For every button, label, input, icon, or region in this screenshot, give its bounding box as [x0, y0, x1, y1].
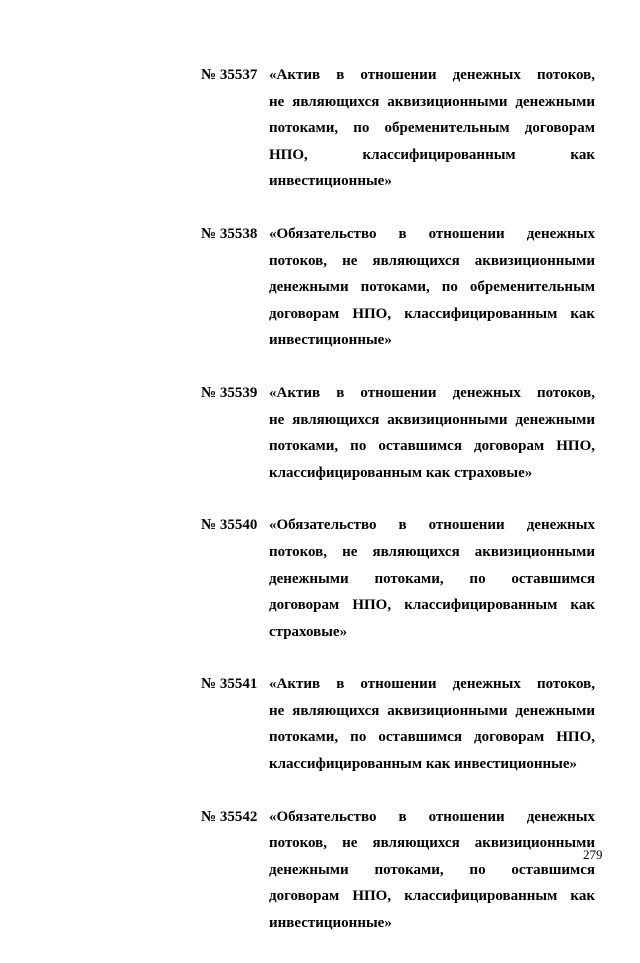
text-line: денежными потоками, по оставшимся: [269, 861, 595, 878]
text-line: потоков, не являющихся аквизиционными: [269, 252, 595, 269]
text-line: инвестиционные»: [269, 915, 392, 932]
entry-number: № 35541: [201, 676, 258, 693]
text-line: не являющихся аквизиционными денежными: [269, 411, 595, 428]
entry-35542: [0, 804, 640, 937]
text-line: не являющихся аквизиционными денежными: [269, 702, 595, 719]
text-line: потоками, по оставшимся договорам НПО,: [269, 729, 595, 746]
text-line: договорам НПО, классифицированным как: [269, 305, 595, 322]
text-line: денежными потоками, по оставшимся: [269, 570, 595, 587]
entry-35540: [0, 512, 640, 645]
text-line: договорам НПО, классифицированным как: [269, 888, 595, 905]
entry-text: [269, 221, 595, 354]
text-line: страховые»: [269, 623, 348, 640]
text-line: потоков, не являющихся аквизиционными: [269, 543, 595, 560]
text-line: договорам НПО, классифицированным как: [269, 597, 595, 614]
entry-35537: [0, 62, 640, 195]
entry-35539: [0, 380, 640, 486]
text-line: не являющихся аквизиционными денежными: [269, 93, 595, 110]
entry-number: № 35540: [201, 517, 258, 534]
text-line: классифицированным как инвестиционные»: [269, 756, 577, 773]
entry-list: [0, 62, 640, 963]
entry-number: № 35537: [201, 67, 258, 83]
text-line: инвестиционные»: [269, 332, 392, 349]
text-line: инвестиционные»: [269, 173, 392, 190]
text-line: потоков, не являющихся аквизиционными: [269, 835, 595, 852]
text-line: «Актив в отношении денежных потоков,: [269, 384, 595, 401]
entry-35538: [0, 221, 640, 354]
text-line: классифицированным как страховые»: [269, 464, 533, 481]
entry-number: № 35542: [201, 808, 258, 825]
entry-text: [269, 62, 595, 195]
text-line: «Актив в отношении денежных потоков,: [269, 676, 595, 693]
entry-text: [269, 380, 595, 486]
text-line: денежными потоками, по обременительным: [269, 279, 595, 296]
text-line: «Обязательство в отношении денежных: [269, 517, 595, 534]
text-line: «Обязательство в отношении денежных: [269, 808, 595, 825]
entry-text: [269, 804, 595, 937]
entry-text: [269, 671, 595, 777]
text-line: потоками, по оставшимся договорам НПО,: [269, 438, 595, 455]
entry-text: [269, 512, 595, 645]
page-number: 279: [583, 847, 603, 862]
text-line: потоками, по обременительным договорам: [269, 120, 595, 137]
entry-number: № 35538: [201, 225, 258, 242]
text-line: «Обязательство в отношении денежных: [269, 225, 595, 242]
text-line: НПО, классифицированным как: [269, 146, 595, 163]
text-line: «Актив в отношении денежных потоков,: [269, 67, 595, 83]
entry-number: № 35539: [201, 384, 258, 401]
entry-35541: [0, 671, 640, 777]
